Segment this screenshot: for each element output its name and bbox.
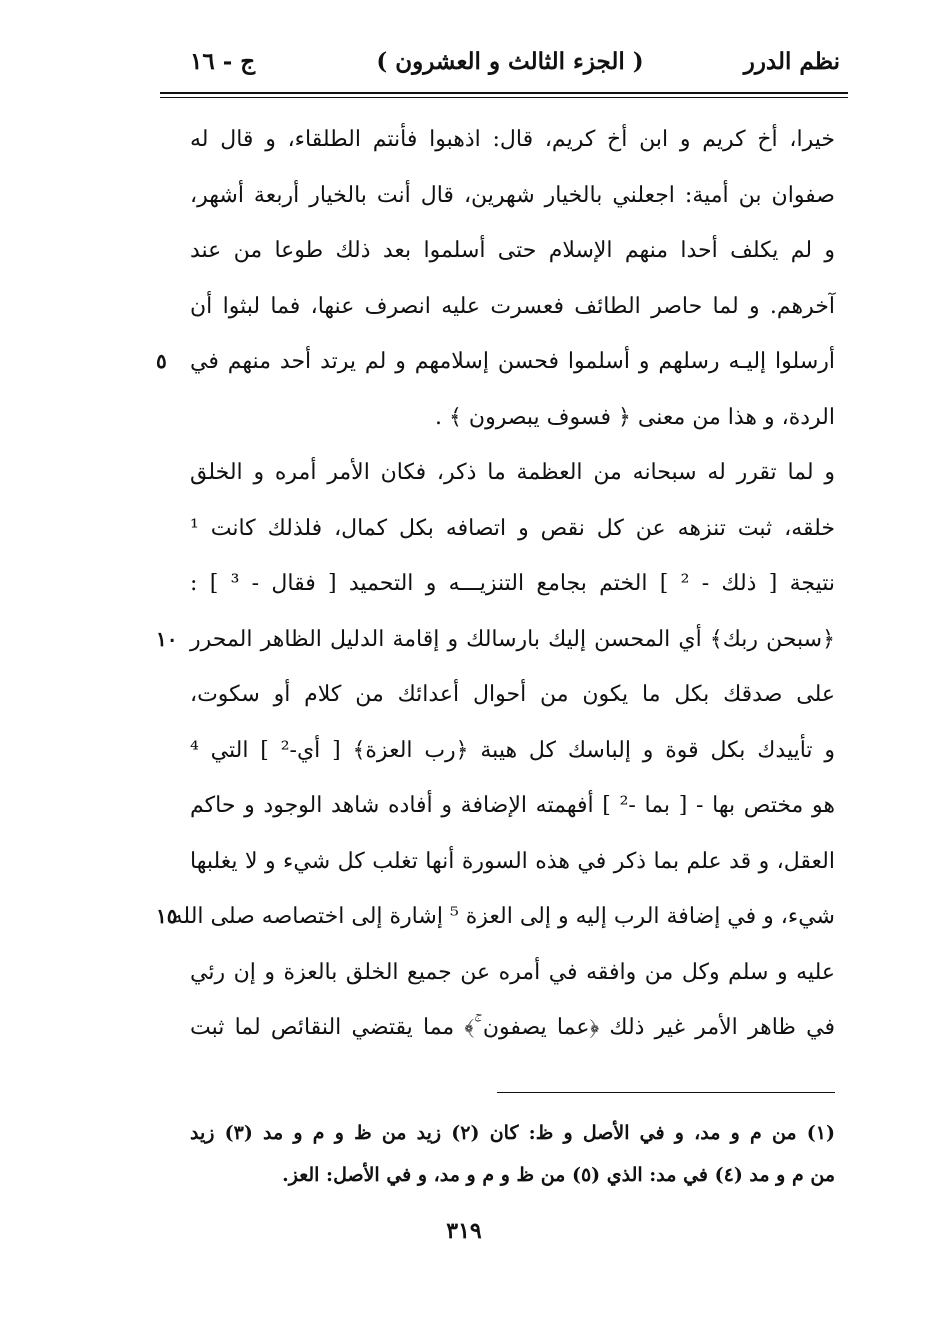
text-line: نتيجة [ ذلك - ² ] الختم بجامع التنزيـــه و التحميد [ فقال - ³ ] : bbox=[190, 571, 835, 596]
text-line: العقل، و قد علم بما ذكر في هذه السورة أنها تغلب كل شيء و لا يغلبها bbox=[190, 848, 835, 874]
text-line: على صدقك بكل ما يكون من أحوال أعدائك من كلام أو سكوت، bbox=[190, 682, 835, 707]
part-title: ( الجزء الثالث و العشرون ) bbox=[376, 48, 644, 75]
footnote-line: (١) من م و مد، و في الأصل و ظ: كان (٢) زيد من ظ و م و مد (٣) زيد bbox=[190, 1122, 835, 1144]
text-line: خيرا، أخ كريم و ابن أخ كريم، قال: اذهبوا فأنتم الطلقاء، و قال له bbox=[190, 127, 835, 152]
header-rule bbox=[160, 92, 848, 94]
footnotes bbox=[190, 1112, 835, 1196]
text-line: شيء، و في إضافة الرب إليه و إلى العزة ⁵ إشارة إلى اختصاصه صلى الله ١٥ bbox=[190, 889, 835, 945]
text-line: هو مختص بها - [ بما -² ] أفهمته الإضافة و أفاده شاهد الوجود و حاكم bbox=[190, 793, 835, 818]
text-line: صفوان بن أمية: اجعلني بالخيار شهرين، قال أنت بالخيار أربعة أشهر، bbox=[190, 182, 835, 208]
footnote-line: من م و مد (٤) في مد: الذي (٥) من ظ و م و مد، و في الأصل: العز. bbox=[282, 1164, 835, 1186]
text-line: أرسلوا إليـه رسلهم و أسلموا فحسن إسلامهم و لم يرتد أحد منهم في ٥ bbox=[190, 334, 835, 390]
body-text bbox=[156, 112, 835, 1056]
text-line: عليه و سلم وكل من وافقه في أمره عن جميع الخلق بالعزة و إن رئي bbox=[190, 959, 835, 985]
running-header bbox=[160, 42, 840, 86]
footnote-rule bbox=[497, 1092, 835, 1093]
header-rule-thin bbox=[160, 97, 848, 98]
text-line: خلقه، ثبت تنزهه عن كل نقص و اتصافه بكل كمال، فلذلك كانت ¹ bbox=[190, 515, 835, 541]
text-line: في ظاهر الأمر غير ذلك ﴿عما يصفون ۚ﴾ مما يقتضي النقائص لما ثبت bbox=[190, 1015, 835, 1040]
line-number: ١٥ bbox=[156, 904, 178, 928]
text-line: و لما تقرر له سبحانه من العظمة ما ذكر، فكان الأمر أمره و الخلق bbox=[190, 460, 835, 485]
text-line: الردة، و هذا من معنى ﴿ فسوف يبصرون ﴾ . bbox=[435, 404, 835, 430]
book-title: نظم الدرر bbox=[743, 48, 840, 75]
text-line: و لم يكلف أحدا منهم الإسلام حتى أسلموا بعد ذلك طوعا من عند bbox=[190, 238, 835, 263]
line-number: ١٠ bbox=[156, 626, 178, 651]
text-line: آخرهم. و لما حاصر الطائف فعسرت عليه انصرف عنها، فما لبثوا أن bbox=[190, 293, 835, 319]
page-number: ٣١٩ bbox=[446, 1218, 482, 1244]
line-number: ٥ bbox=[156, 349, 167, 373]
volume-label: ج - ١٦ bbox=[190, 48, 256, 75]
text-line: ﴿سبحن ربك﴾ أي المحسن إليك بارسالك و إقامة الدليل الظاهر المحرر ١٠ bbox=[190, 612, 835, 668]
text-line: و تأييدك بكل قوة و إلباسك كل هيبة ﴿رب العزة﴾ [ أي-² ] التي ⁴ bbox=[190, 737, 835, 763]
